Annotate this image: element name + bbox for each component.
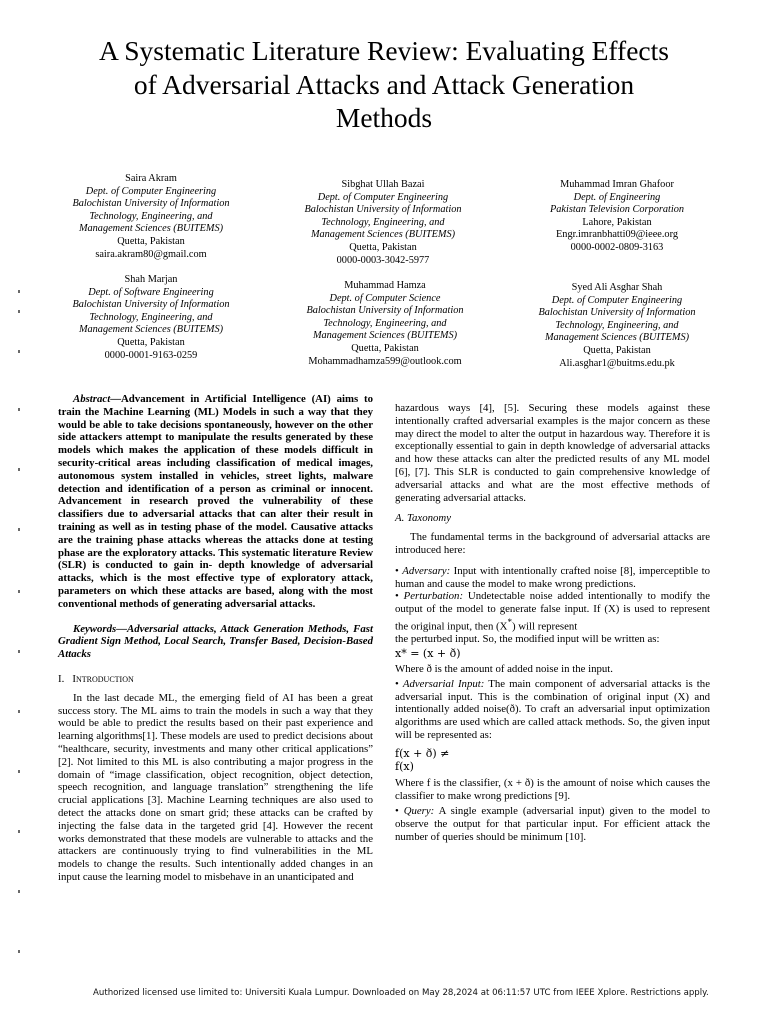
bullet-query [395,805,710,843]
author-org-line: Balochistan University of Information [304,204,462,216]
bullet-glyph: • [395,564,399,577]
bullet-adversary [395,565,710,591]
author-dept: Dept. of Computer Engineering [85,185,217,197]
author-org-line: Pakistan Television Corporation [549,204,685,216]
margin-mark [18,770,20,773]
margin-mark [18,408,20,411]
section-title: Introduction [72,672,134,685]
author-email[interactable]: Engr.imranbhatti09@ieee.org [556,229,678,241]
equation-classifier-line-1: f(x + ð) ≠ [395,746,450,760]
term-perturbation: Perturbation: [403,590,464,603]
section-number: I. [58,672,65,685]
keywords [58,623,373,661]
author-email[interactable]: Ali.asghar1@buitms.edu.pk [559,357,675,369]
author-name: Sibghat Ullah Bazai [341,179,425,190]
author-orcid[interactable]: 0000-0003-3042-5977 [336,254,430,266]
margin-mark [18,310,20,313]
introduction-continuation: hazardous ways [4], [5]. Securing these models against these intentionally crafted adversarial examples is the major concern as these may direct the model to alter the output in hazardous way. Therefore it is exceptionally essential to gain in depth knowledge of adversarial attacks and how these attacks can alter the predicted results of any ML model [6], [7]. This SLR is conducted to gain comprehensive knowledge of adversarial attacks and what are the most effective methods of generating adversarial attacks. [395,402,710,504]
bullet-glyph: • [395,804,399,817]
author-dept: Dept. of Engineering [573,191,661,203]
definition-adversary: Input with intentionally crafted noise [8], imperceptible to human and cause the model to make wrong predictions. [395,564,710,590]
author-block-3 [502,179,732,255]
author-org-line: Balochistan University of Information [538,307,696,319]
definition-perturbation-cont: ) will represent [511,620,578,633]
author-city: Lahore, Pakistan [582,216,652,228]
author-name: Saira Akram [125,173,177,184]
perturbation-followup: the perturbed input. So, the modified input will be written as: [395,633,660,646]
author-org-line: Technology, Engineering, and [89,210,213,222]
margin-mark [18,590,20,593]
author-org-line: Technology, Engineering, and [555,319,679,331]
paper-title [40,34,728,135]
author-dept: Dept. of Computer Science [329,292,441,304]
author-org-line: Management Sciences (BUITEMS) [78,223,224,235]
author-org-line: Management Sciences (BUITEMS) [310,229,456,241]
left-margin-marks [18,290,21,990]
author-block-4 [36,274,266,362]
author-city: Quetta, Pakistan [583,344,651,356]
bullet-glyph: • [395,677,399,690]
keywords-label: Keywords [73,622,117,635]
margin-mark [18,710,20,713]
author-org-line: Balochistan University of Information [306,305,464,317]
abstract [58,393,373,611]
subsection-heading-taxonomy: A. Taxonomy [395,512,451,525]
author-block-2 [268,179,498,267]
author-name: Muhammad Hamza [344,280,426,291]
margin-mark [18,890,20,893]
right-column [395,402,710,843]
keywords-text: Adversarial attacks, Attack Generation Methods, Fast Gradient Sign Method, Local Search, Transfer Based, Decision-Based Attacks [58,622,373,661]
author-city: Quetta, Pakistan [117,235,185,247]
abstract-dash: — [110,393,121,405]
bullet-perturbation [395,590,710,633]
author-city: Quetta, Pakistan [351,342,419,354]
author-email[interactable]: saira.akram80@gmail.com [95,248,207,260]
author-dept: Dept. of Computer Engineering [317,191,449,203]
margin-mark [18,950,20,953]
term-adversary: Adversary: [402,564,451,577]
author-org-line: Management Sciences (BUITEMS) [78,324,224,336]
author-org-line: Management Sciences (BUITEMS) [544,332,690,344]
author-block-6 [502,282,732,370]
definition-query: A single example (adversarial input) given to the model to observe the output for that particular input. For efficient attack the number of queries should be minimum [10]. [395,804,710,843]
abstract-text: Advancement in Artificial Intelligence (AI) aims to train the Machine Learning (ML) Models in such a way that they would be able to take decisions spontaneously, however on the other side attackers attempt to manipulate the results generated by these models which makes the application of these models difficult in security-critical areas including classification of medical images, autonomous system installed in vehicles, street lights, malware detection and identification of a person as criminal or innocent. Advancement in research proved the vulnerability of these classifiers due to adversarial attacks that can alter their result in training as well as in testing phase of the model. Causative attacks are the training phase attacks whereas the attacks done at testing phase are the exploratory attacks. This systematic literature Review (SLR) is conducted to gain in- depth knowledge of adversarial attacks, which is the most effective type of exploratory attack, parameters on which these attacks are based, along with the most conventional methods of generating adversarial attacks. [58,393,373,610]
author-orcid[interactable]: 0000-0001-9163-0259 [104,349,198,361]
delta-note: Where ð is the amount of added noise in the input. [395,662,613,675]
title-line-1: A Systematic Literature Review: Evaluating Effects [99,35,669,66]
author-city: Quetta, Pakistan [349,241,417,253]
margin-mark [18,290,20,293]
title-line-3: Methods [335,102,433,133]
equation-perturbed-input: x* = (x + ð) [395,647,461,661]
author-block-5 [270,280,500,368]
author-org-line: Technology, Engineering, and [321,216,445,228]
term-query: Query: [403,804,435,817]
author-block-1 [36,173,266,261]
author-org-line: Management Sciences (BUITEMS) [312,330,458,342]
author-org-line: Technology, Engineering, and [323,317,447,329]
abstract-label: Abstract [73,393,111,405]
margin-mark [18,468,20,471]
margin-mark [18,830,20,833]
author-org-line: Balochistan University of Information [72,299,230,311]
author-city: Quetta, Pakistan [117,336,185,348]
author-dept: Dept. of Software Engineering [88,286,214,298]
author-name: Muhammad Imran Ghafoor [560,179,674,190]
equation-classifier-line-2: f(x) [395,759,414,773]
author-orcid[interactable]: 0000-0002-0809-3163 [570,241,664,253]
author-dept: Dept. of Computer Engineering [551,294,683,306]
margin-mark [18,650,20,653]
section-heading-introduction [58,673,373,686]
left-column [58,393,373,884]
term-adversarial-input: Adversarial Input: [402,677,485,690]
margin-mark [18,350,20,353]
superscript-star: * [507,616,512,627]
keywords-dash: — [116,622,127,635]
bullet-glyph: • [395,590,399,603]
author-email[interactable]: Mohammadhamza599@outlook.com [308,355,462,367]
classifier-note: Where f is the classifier, (x + ð) is the amount of noise which causes the classifier to make wrong predictions [9]. [395,777,710,803]
margin-mark [18,528,20,531]
author-org-line: Technology, Engineering, and [89,311,213,323]
taxonomy-intro: The fundamental terms in the background of adversarial attacks are introduced here: [395,531,710,556]
definition-perturbation: Undetectable noise added intentionally to modify the output of the model to generate false input. If (X) is used to represent the original input, then (X [395,590,710,633]
bullet-adversarial-input [395,678,710,742]
title-line-2: of Adversarial Attacks and Attack Generation [133,68,635,100]
license-footer: Authorized licensed use limited to: Universiti Kuala Lumpur. Downloaded on May 28,2024 at 06:11:57 UTC from IEEE Xplore. Restrictions apply. [93,988,709,998]
introduction-paragraph: In the last decade ML, the emerging field of AI has been a great success story. The ML aims to train the models in such a way that they would be able to predict the results based on their past experience and learning algorithms[1]. These models are used to predict decisions about “healthcare, security, investments and many other critical applications” [2]. Not limited to this ML is also contributing a major progress in the domain of “image classification, object recognition, object detection, speech recognition, and language translation” strengthening the life crucial applications [3]. Machine Learning techniques are also used to detect the attacks done on smart grid; these attacks can be crafted by injecting the false data in the targeted grid [4]. However the recent works demonstrated that these models are vulnerable to attacks and the attackers are continuously trying to find vulnerabilities in the ML models to change the results. Such intentionally added changes in an input cause the learning model to misbehave in an unanticipated and [58,691,373,883]
definition-adversarial-input: The main component of adversarial attacks is the adversarial input. This is the combination of original input (X) and intentionally added noise(ð). To craft an adversarial input optimization algorithms are used which are called attack methods. So, the given input will be represented as: [395,677,710,741]
author-name: Shah Marjan [124,274,178,285]
author-name: Syed Ali Asghar Shah [571,282,663,293]
author-org-line: Balochistan University of Information [72,198,230,210]
